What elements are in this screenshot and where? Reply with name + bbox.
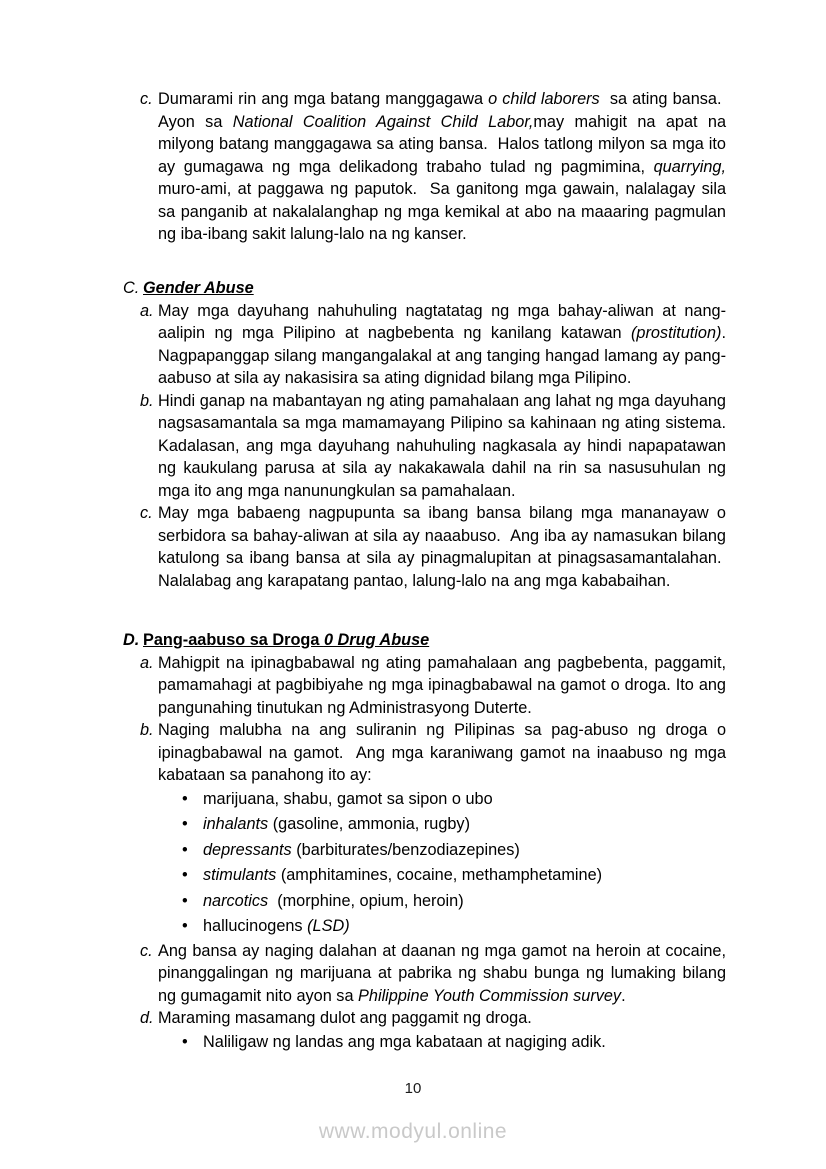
bullet-item: [182, 914, 726, 940]
section-title: Gender Abuse: [143, 279, 254, 297]
list-item: [140, 940, 726, 1008]
list-item-body: [158, 1007, 726, 1055]
bullet-item: [182, 1030, 726, 1056]
list-item-child-labor: [140, 88, 726, 246]
list-item-marker: b.: [140, 391, 154, 410]
list-item-marker: c.: [140, 941, 153, 960]
list-item-marker: d.: [140, 1009, 154, 1027]
bullet-item: [182, 889, 726, 915]
bullet-text: depressants (barbiturates/benzodiazepines): [203, 840, 520, 859]
list-item: [140, 300, 726, 390]
list-item-body: [158, 502, 726, 592]
bullet-text: Naliligaw ng landas ang mga kabataan at nagiging adik.: [203, 1032, 606, 1051]
intro-block: [123, 88, 726, 246]
paragraph-text: Dumarami rin ang mga batang manggagawa o child laborers sa ating bansa. Ayon sa National Coalition Against Child Labor,may mahigit na apat na milyong batang manggagawa sa ating bansa. Halos tatlong milyon sa mga ito ay gumagawa ng mga delikadong trabaho tulad ng pagmimina, quarrying, muro-ami, at paggawa ng paputok. Sa ganitong mga gawain, nalalagay sila sa panganib at nakalalanghap ng mga kemikal at abo na maaaring pagmulan ng iba-ibang sakit lalung-lalo na ng kanser.: [158, 90, 726, 243]
section-marker: D.: [123, 631, 140, 649]
section-heading: [123, 277, 726, 300]
paragraph-text: Ang bansa ay naging dalahan at daanan ng mga gamot na heroin at cocaine, pinanggalingan ng marijuana at pabrika ng shabu bunga ng lumaking bilang ng gumagamit nito ayon sa Philippine Youth Commission survey.: [158, 941, 726, 1005]
page-number: 10: [404, 1080, 422, 1097]
list-item-body: [158, 300, 726, 390]
bullet-icon: •: [182, 917, 188, 935]
list-item: [140, 1007, 726, 1055]
list-item-marker: b.: [140, 721, 154, 739]
list-item-body: [158, 940, 726, 1008]
bullet-icon: •: [182, 1032, 188, 1051]
drug-list: [158, 787, 726, 940]
bullet-item: [182, 812, 726, 838]
bullet-item: [182, 863, 726, 889]
bullet-text: inhalants (gasoline, ammonia, rugby): [203, 815, 470, 833]
paragraph-text: Mahigpit na ipinagbabawal ng ating pamahalaan ang pagbebenta, paggamit, pamamahagi at pagbibiyahe ng mga ipinagbabawal na gamot o droga. Ito ang pangunahing tinutukan ng Administrasyong Duterte.: [158, 653, 726, 717]
watermark: www.modyul.online: [318, 1120, 508, 1143]
bullet-icon: •: [182, 891, 188, 910]
bullet-icon: •: [182, 866, 188, 884]
bullet-icon: •: [182, 789, 188, 808]
bullet-text: marijuana, shabu, gamot sa sipon o ubo: [203, 789, 493, 808]
list-item-body: [158, 88, 726, 246]
bullet-item: [182, 838, 726, 864]
bullet-text: narcotics (morphine, opium, heroin): [203, 891, 464, 910]
section-title: Pang-aabuso sa Droga 0 Drug Abuse: [143, 631, 430, 649]
list-item-marker: c.: [140, 504, 153, 522]
list-item-body: [158, 652, 726, 720]
list-item: [140, 719, 726, 940]
section-marker: C.: [123, 279, 140, 297]
bullet-item: [182, 787, 726, 813]
paragraph-text: May mga dayuhang nahuhuling nagtatatag ng mga bahay-aliwan at nang-aalipin ng mga Pilipino at nagbebenta ng kanilang katawan (prostitution). Nagpapanggap silang mangangalakal at ang tanging hangad lamang ay pang-aabuso at sila ay nakasisira sa ating dignidad bilang mga Pilipino.: [158, 301, 726, 387]
list-item-marker: c.: [140, 90, 153, 108]
section-drug-abuse: [123, 629, 726, 1055]
bullet-text: stimulants (amphitamines, cocaine, methamphetamine): [203, 866, 603, 884]
list-item: [140, 652, 726, 720]
section-gender-abuse: [123, 277, 726, 592]
list-item: [140, 390, 726, 503]
paragraph-text: Naging malubha na ang suliranin ng Pilipinas sa pag-abuso ng droga o ipinagbabawal na gamot. Ang mga karaniwang gamot na inaabuso ng mga kabataan sa panahong ito ay:: [158, 721, 726, 784]
list-item: [140, 502, 726, 592]
paragraph-text: Maraming masamang dulot ang paggamit ng droga.: [158, 1009, 532, 1027]
paragraph-text: May mga babaeng nagpupunta sa ibang bansa bilang mga mananayaw o serbidora sa bahay-aliwan at sila ay naaabuso. Ang iba ay namasukan bilang katulong sa ibang bansa at sila ay pinagmalupitan at pinagsasamantalahan. Nalalabag ang karapatang pantao, lalung-lalo na ang mga kababaihan.: [158, 504, 726, 590]
list-item-body: [158, 390, 726, 503]
list-item-marker: a.: [140, 653, 154, 672]
bullet-icon: •: [182, 840, 188, 859]
paragraph-text: Hindi ganap na mabantayan ng ating pamahalaan ang lahat ng mga dayuhang nagsasamantala sa mga mamamayang Pilipino sa kahinaan ng ating sistema. Kadalasan, ang mga dayuhang nahuhuling nagkasala ay hindi napapatawan ng kaukulang parusa at sila ay nakakawala dahil na rin sa nasusuhulan ng mga ito ang mga nanunungkulan sa pamahalaan.: [158, 391, 726, 500]
effects-list: [158, 1030, 726, 1056]
bullet-text: hallucinogens (LSD): [203, 917, 350, 935]
list-item-body: [158, 719, 726, 940]
bullet-icon: •: [182, 815, 188, 833]
section-heading: [123, 629, 726, 652]
list-item-marker: a.: [140, 301, 154, 320]
